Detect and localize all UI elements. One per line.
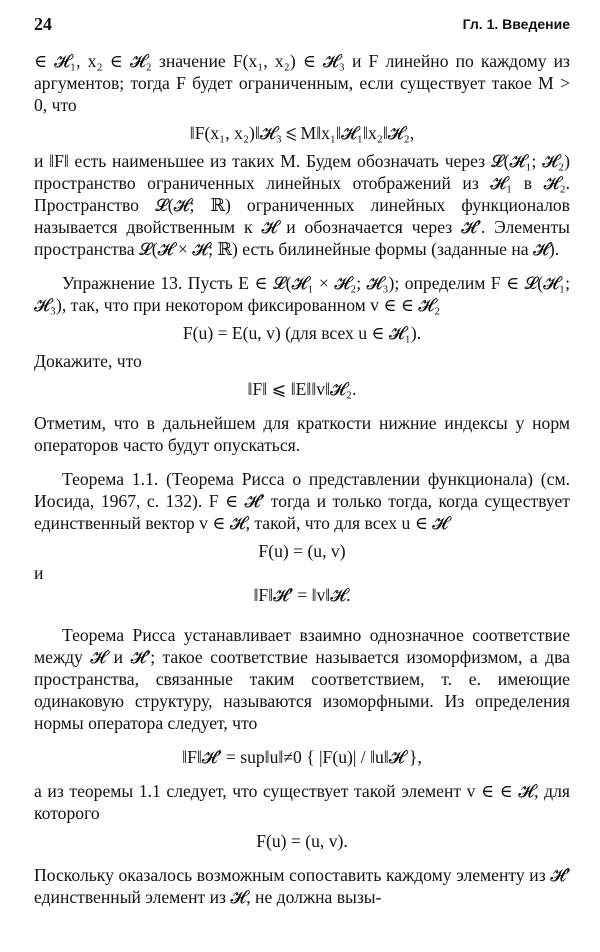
page-body [34, 50, 570, 908]
paragraph-dual-space: и ‖F‖ есть наименьшее из таких M. Будем обозначать через 𝓛(𝓗₁; 𝓗₂) пространство ограниченных линейных отображений из 𝓗₁ в 𝓗₂. Пространство 𝓛(𝓗; ℝ) ограниченных линейных функционалов называется двойственным к 𝓗 и обозначается через 𝓗′. Элементы пространства 𝓛(𝓗 × 𝓗; ℝ) есть билинейные формы (заданные на 𝓗). [34, 151, 570, 259]
formula-exercise-definition: F(u) = E(u, v) (для всех u ∈ 𝓗₁). [182, 323, 422, 343]
theorem-1-1: Теорема 1.1. (Теорема Рисса о представлении функционала) (см. Иосида, 1967, с. 132). F ∈ 𝓗′ тогда и только тогда, когда существует единственный вектор v ∈ 𝓗, такой, что для всех u ∈ 𝓗 [34, 469, 570, 533]
paragraph-prove: Докажите, что [34, 351, 142, 371]
paragraph-note-indices: Отметим, что в дальнейшем для краткости нижние индексы у норм операторов часто будут опускаться. [34, 413, 570, 455]
formula-operator-norm: ‖F‖𝓗′ = sup‖u‖≠0 { |F(u)| / ‖u‖𝓗 }, [182, 747, 422, 767]
chapter-title: Гл. 1. Введение [462, 16, 570, 32]
formula-riesz-representation: F(u) = (u, v) [258, 541, 346, 561]
running-header [34, 10, 570, 36]
formula-bilinear-bound: ‖F(x₁, x₂)‖𝓗₃ ⩽ M‖x₁‖𝓗₁‖x₂‖𝓗₂, [189, 123, 415, 143]
paragraph-continuation: ∈ 𝓗₁, x₂ ∈ 𝓗₂ значение F(x₁, x₂) ∈ 𝓗₃ и F линейно по каждому из аргументов; тогда F будет ограниченным, если существует такое M > 0, что [34, 51, 570, 115]
paragraph-element-exists: а из теоремы 1.1 следует, что существует такой элемент v ∈ ∈ 𝓗, для которого [34, 781, 570, 823]
exercise-13: Упражнение 13. Пусть E ∈ 𝓛(𝓗₁ × 𝓗₂; 𝓗₃); определим F ∈ 𝓛(𝓗₁; 𝓗₃), так, что при некотором фиксированном v ∈ ∈ 𝓗₂ [34, 273, 570, 315]
formula-exercise-bound: ‖F‖ ⩽ ‖E‖‖v‖𝓗₂. [247, 379, 357, 399]
formula-inner-product: F(u) = (u, v). [256, 831, 348, 851]
paragraph-isomorphism: Теорема Рисса устанавливает взаимно однозначное соответствие между 𝓗 и 𝓗′; такое соответствие называется изоморфизмом, а два пространства, связанные таким соответствием, т. е. имеющие одинаковую структуру, называются изоморфными. Из определения нормы оператора следует, что [34, 625, 570, 733]
page-number: 24 [34, 14, 52, 34]
conjunction-and: и [34, 563, 44, 583]
paragraph-final: Поскольку оказалось возможным сопоставить каждому элементу из 𝓗′ единственный элемент из 𝓗, не должна вызы- [34, 865, 570, 907]
formula-riesz-norm: ‖F‖𝓗′ = ‖v‖𝓗. [253, 585, 351, 605]
